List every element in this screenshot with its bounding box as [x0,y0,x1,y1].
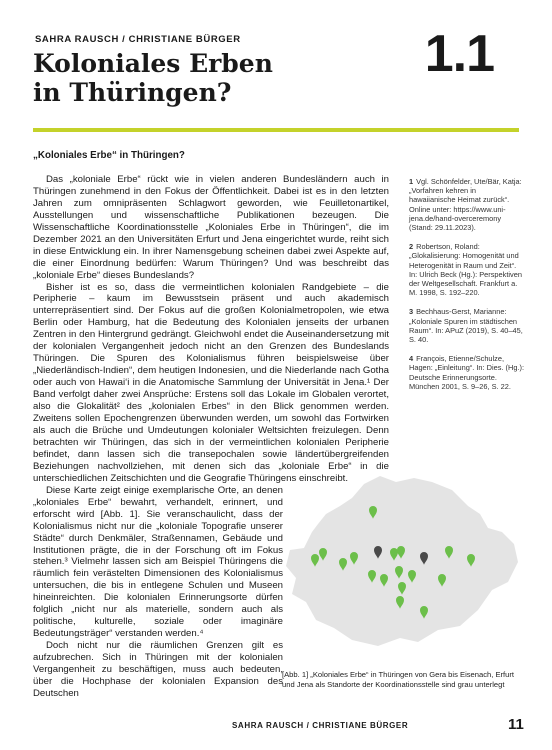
paragraph-2: Bisher ist es so, dass die vermeintlichen kolonialen Randgebiete – die Peripherie – kaum im Bewusstsein präsent und auch akademisch unterrepräsentiert sind. Der Fokus auf die großen Kolonialmetropolen, wie etwa Berlin oder Hamburg, hat die Bedeutung des Kolonialen jenseits der urbanen Zentren in den Hintergrund gedrängt. Gleichwohl endet die Auseinandersetzung mit der kolonialen Vergangenheit jedoch nicht an den Grenzen des Bundeslands Thüringen. Die Spuren des Kolonialismus führen beispielsweise über „Niederländisch-Indien“, dem heutigen Indonesien, und die Niederlande nach Gotha oder auch von Hawai‘i in die Anatomische Sammlung der Universität in Jena.¹ Der Band verfolgt daher zwei Ansprüche: Erstens soll das Lokale im Globalen verortet, also die Glokalität² des „kolonialen Erbes“ in den Blick genommen werden. Zweitens sollen Epochengrenzen überwunden werden, um sowohl das Fortwirken als auch die Brüche und Umdeutungen kolonialer Weltsichten freizulegen. Denn betrachten wir Thüringen, das sich in der vermeintlichen kolonialen Peripherie befindet, dann lassen sich die transepochalen sowie ländertübergreifenden Beziehungen nachvollziehen, mit denen sich das „koloniale Erbe“ in die unterschiedlichen Zeitschichten und die Geografie Thüringens einschreibt. [33,281,389,484]
footnote-3: 3 Bechhaus-Gerst, Marianne: „Koloniale Spuren im städtischen Raum“. In: APuZ (2019), S. 40–45, S. 40. [409,307,523,345]
paragraph-4: Doch nicht nur die räumlichen Grenzen gilt es aufzubrechen. Sich in Thüringen mit der kolonialen Vergangenheit zu beschäftigen, muss auch bedeuten, über die Hochphase der kolonialen Expansion des Deutschen [33,640,283,699]
page-number: 11 [508,716,524,733]
thuringia-map [282,470,522,655]
running-head-authors: SAHRA RAUSCH / CHRISTIANE BÜRGER [35,34,241,45]
accent-rule [33,128,519,132]
paragraph-1: Das „koloniale Erbe“ rückt wie in vielen anderen Bundesländern auch in Thüringen zunehmend in den Fokus der Öffentlichkeit. Dabei ist es in den letzten Jahren zum omnipräsenten Schlagwort geworden, wie Feuilletonartikel, Ausstellungen und wissenschaftliche Publikationen bezeugen. Die Wissenschaftliche Koordinationsstelle „Koloniales Erbe in Thüringen“, die im Dezember 2021 an den Universitäten Erfurt und Jena eingerichtet wurde, reiht sich in diese Entwicklung ein. In ihrer Namensgebung scheinen dabei zwei Aspekte auf, die einer Einordnung bedürfen: Warum Thüringen? Und was beschreibt das „koloniale Erbe“ dieses Bundeslands? [33,173,389,281]
title-line-1: Koloniales Erben [33,49,273,78]
title-line-2: in Thüringen? [33,78,232,107]
figure-caption [282,670,518,690]
paragraph-3: Diese Karte zeigt einige exemplarische Orte, an denen „koloniales Erbe“ bewahrt, verhandelt, erinnert, und erforscht wird [Abb. 1]. Sie veranschaulicht, dass der Kolonialismus nicht nur die „koloniale Topografie unserer Städte“ durch Denkmäler, Straßennamen, Gebäude und Institutionen prägte, die in der Forschung oft im Fokus stehen.³ Vielmehr lassen sich am Beispiel Thüringens die räumlich fein verästelten Dimensionen des Kolonialismus untersuchen, die bis in entlegene Schulen und Museen hineinreichten. Die kolonialen Erinnerungsorte dürfen folglich „nicht nur als materielle, sondern auch als politische, kulturelle, soziale oder imaginäre Bedeutungsträger“ verstanden werden.⁴ [33,484,283,640]
thuringia-outline [286,476,518,646]
footnote-1: 1 Vgl. Schönfelder, Ute/Bär, Katja: „Vorfahren kehren in hawaiianische Heimat zurück“. Online unter: https://www.uni-jena.de/hand-overceremony (Stand: 29.11.2023). [409,177,522,233]
figure-label: [Abb. 1] [282,670,309,679]
footer-authors: SAHRA RAUSCH / CHRISTIANE BÜRGER [232,721,409,730]
chapter-number: 1.1 [424,25,494,83]
figure-caption-text: „Koloniales Erbe“ in Thüringen von Gera bis Eisenach, Erfurt und Jena als Standorte der Koordinationsstelle sind grau unterlegt [282,670,515,689]
chapter-title [33,49,273,107]
footnote-2: 2 Robertson, Roland: „Glokalisierung: Homogenität und Heterogenität in Raum und Zeit“. In: Ulrich Beck (Hg.): Perspektiven der Weltgesellschaft. Frankfurt a. M. 1998, S. 192–220. [409,242,522,298]
footnotes [409,177,524,401]
section-heading: „Koloniales Erbe“ in Thüringen? [33,150,185,161]
footnote-4: 4 François, Etienne/Schulze, Hagen: „Einleitung“. In: Dies. (Hg.): Deutsche Erinnerungsorte. München 2001, S. 9–26, S. 22. [409,354,525,391]
